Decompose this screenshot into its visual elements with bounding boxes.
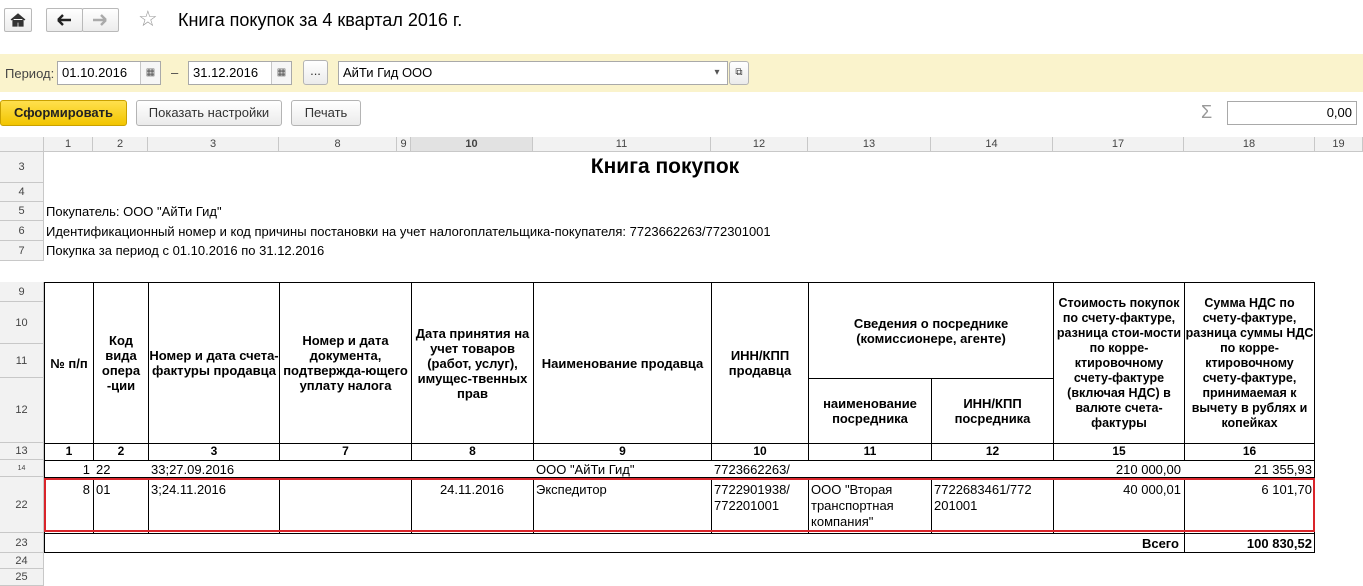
col-header[interactable]: 17: [1053, 137, 1184, 152]
header-seller-inn: ИНН/КПП продавца: [711, 282, 809, 444]
header-accept-date: Дата принятия на учет товаров (работ, услуг), имущес-твенных прав: [411, 282, 534, 444]
calendar-to-icon[interactable]: ▦: [271, 62, 291, 84]
col-num: 10: [711, 443, 809, 461]
cell-num: 1: [82, 462, 90, 477]
col-header[interactable]: 11: [533, 137, 711, 152]
dropdown-arrow-icon[interactable]: ▾: [707, 62, 727, 84]
col-header[interactable]: 18: [1184, 137, 1315, 152]
cell-seller: ООО "АйТи Гид": [536, 462, 635, 477]
col-num: 3: [148, 443, 280, 461]
open-organization-button[interactable]: ⧉: [729, 61, 749, 85]
row-header[interactable]: 13: [0, 443, 44, 460]
col-header[interactable]: 12: [711, 137, 808, 152]
col-header[interactable]: 14: [931, 137, 1053, 152]
sum-icon: Σ: [1201, 102, 1213, 122]
cell-seller: Экспедитор: [536, 482, 607, 497]
col-num: 9: [533, 443, 712, 461]
cell-cost: 40 000,01: [1123, 482, 1181, 497]
date-from-value: 01.10.2016: [62, 65, 128, 80]
period-line: Покупка за период с 01.10.2016 по 31.12.2016: [46, 243, 325, 258]
sum-value: 0,00: [1326, 105, 1352, 120]
col-header[interactable]: 13: [808, 137, 931, 152]
header-op-code: Код вида опера -ции: [93, 282, 149, 444]
favorite-star-icon[interactable]: ☆: [138, 6, 158, 31]
row-header[interactable]: 23: [0, 533, 44, 553]
calendar-from-icon[interactable]: ▦: [140, 62, 160, 84]
total-value: 100 830,52: [1246, 536, 1312, 551]
row-header[interactable]: 9: [0, 282, 44, 302]
totals-divider: [1184, 533, 1185, 553]
organization-field[interactable]: [338, 61, 728, 85]
row-header[interactable]: 25: [0, 569, 44, 586]
generate-button[interactable]: Сформировать: [0, 100, 127, 126]
header-agent-inn: ИНН/КПП посредника: [931, 378, 1054, 444]
row-header[interactable]: 24: [0, 553, 44, 569]
col-num: 8: [411, 443, 534, 461]
col-num: 16: [1184, 443, 1315, 461]
show-settings-button[interactable]: Показать настройки: [136, 100, 282, 126]
cell-invoice: 3;24.11.2016: [151, 482, 226, 497]
col-num: 11: [808, 443, 932, 461]
col-num: 1: [44, 443, 94, 461]
cell-cost: 210 000,00: [1115, 462, 1181, 477]
header-cost: Стоимость покупок по счету-фактуре, разница стои-мости по корре-ктировочному счету-фактуре (включая НДС) в валюте счета-фактуры: [1053, 282, 1185, 444]
row-header[interactable]: 7: [0, 241, 44, 261]
arrow-right-icon: [83, 9, 118, 31]
arrow-left-icon: [47, 9, 82, 31]
buyer-line: Покупатель: ООО "АйТи Гид": [46, 204, 222, 219]
period-label: Период:: [5, 66, 55, 81]
cell-inn: 7722901938/ 772201001: [714, 482, 790, 513]
col-header[interactable]: 1: [44, 137, 93, 152]
organization-value: АйТи Гид ООО: [343, 65, 433, 80]
row-header[interactable]: 6: [0, 221, 44, 241]
col-num: 2: [93, 443, 149, 461]
header-agent: Сведения о посреднике (комиссионере, агенте): [808, 282, 1054, 379]
col-header[interactable]: 19: [1315, 137, 1363, 152]
row-header[interactable]: 22: [0, 477, 44, 533]
cell-code: 22: [96, 462, 111, 477]
cell-invoice: 33;27.09.2016: [151, 462, 235, 477]
print-button[interactable]: Печать: [291, 100, 361, 126]
header-vat: Сумма НДС по счету-фактуре, разница суммы НДС по корре-ктировочному счету-фактуре, принимаемая к вычету в рублях и копейках: [1184, 282, 1315, 444]
cell-vat: 6 101,70: [1261, 482, 1312, 497]
col-num: 12: [931, 443, 1054, 461]
period-select-button[interactable]: ...: [303, 60, 328, 85]
row-header[interactable]: 11: [0, 344, 44, 378]
cell-vat: 21 355,93: [1254, 462, 1312, 477]
col-header[interactable]: 9: [397, 137, 411, 152]
row-highlight: [44, 478, 1315, 532]
back-button[interactable]: [46, 8, 83, 32]
home-icon: [5, 9, 31, 31]
col-header[interactable]: 10: [411, 137, 533, 152]
total-label: Всего: [1141, 536, 1179, 551]
home-button[interactable]: [4, 8, 32, 32]
cell-inn: 7723662263/: [714, 462, 790, 477]
header-payment-doc: Номер и дата документа, подтвержда-ющего уплату налога: [279, 282, 412, 444]
cell-code: 01: [96, 482, 111, 497]
sum-field: [1227, 101, 1357, 125]
cell-num: 8: [82, 482, 90, 497]
col-num: 7: [279, 443, 412, 461]
header-agent-name: наименование посредника: [808, 378, 932, 444]
header-seller: Наименование продавца: [533, 282, 712, 444]
col-header[interactable]: 2: [93, 137, 148, 152]
cell-agent-name: ООО "Вторая транспортная компания": [811, 482, 894, 529]
row-header[interactable]: 5: [0, 202, 44, 221]
col-num: 15: [1053, 443, 1185, 461]
row-header[interactable]: 12: [0, 378, 44, 443]
col-header[interactable]: 3: [148, 137, 279, 152]
window-title: Книга покупок за 4 квартал 2016 г.: [178, 10, 463, 30]
date-to-value: 31.12.2016: [193, 65, 259, 80]
col-header[interactable]: 8: [279, 137, 397, 152]
forward-button[interactable]: [82, 8, 119, 32]
period-dash: –: [171, 65, 179, 80]
row-header[interactable]: 3: [0, 152, 44, 183]
header-num: № п/п: [44, 282, 94, 444]
cell-agent-inn: 7722683461/772 201001: [934, 482, 1032, 513]
row-header[interactable]: 10: [0, 302, 44, 344]
header-invoice: Номер и дата счета-фактуры продавца: [148, 282, 280, 444]
grid-corner: [0, 137, 44, 152]
cell-accept-date: 24.11.2016: [439, 482, 505, 497]
inn-line: Идентификационный номер и код причины постановки на учет налогоплательщика-покупателя: 7723662263/772301001: [46, 224, 771, 239]
row-header[interactable]: 14: [0, 460, 44, 477]
report-heading: Книга покупок: [590, 155, 740, 178]
row-header[interactable]: 4: [0, 183, 44, 202]
